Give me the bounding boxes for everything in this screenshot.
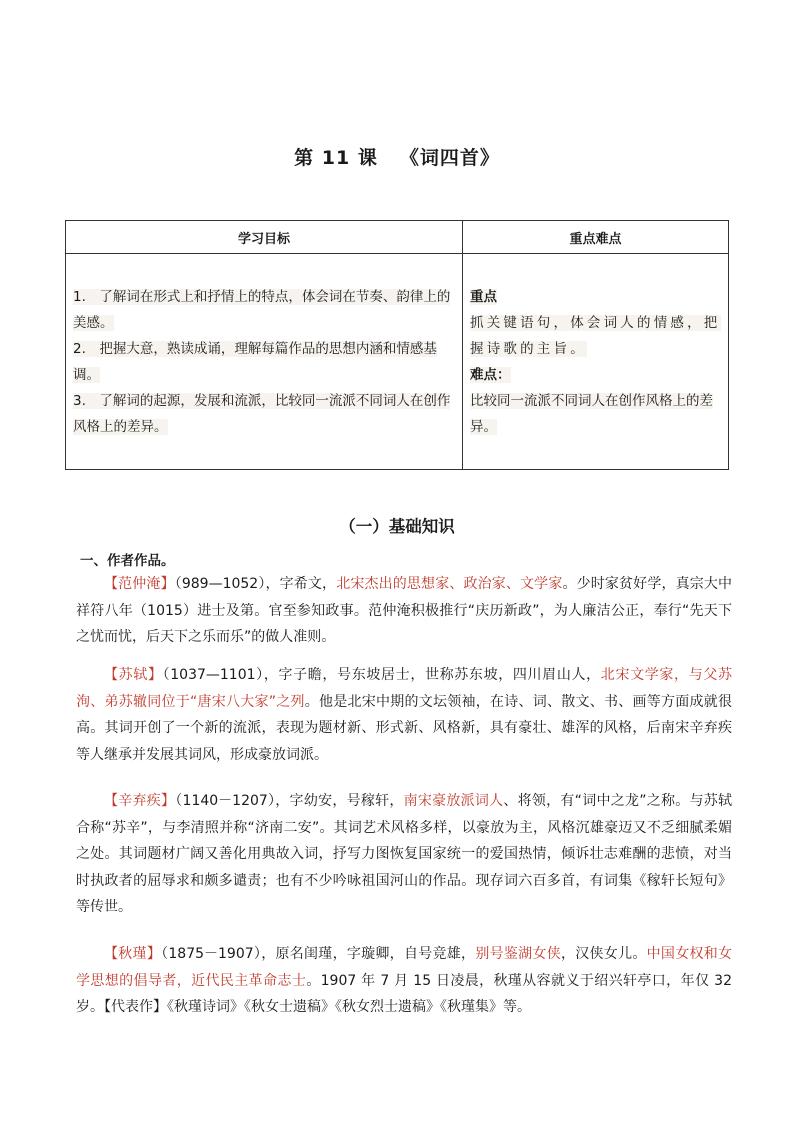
author-name: 【范仲淹】 [104, 576, 175, 592]
section-title: （一）基础知识 [339, 517, 455, 536]
header-key-points: 重点难点 [463, 221, 729, 254]
objectives-cell [66, 254, 463, 470]
section-subheading: 一、作者作品。 [80, 553, 175, 569]
header-objectives: 学习目标 [66, 221, 463, 254]
objective-1: 1. 了解词在形式上和抒情上的特点，体会词在节奏、韵律上的美感。 [73, 289, 451, 331]
objective-3: 3. 了解词的起源，发展和流派，比较同一流派不同词人在创作风格上的差异。 [73, 393, 451, 435]
objectives-table [65, 220, 729, 470]
key-points-cell [463, 254, 729, 470]
key-label: 重点 [470, 289, 497, 305]
key-text: 抓关键语句，体会词人的情感，把握诗歌的主旨。 [470, 315, 721, 357]
difficult-text: 比较同一流派不同词人在创作风格上的差异。 [470, 393, 713, 435]
author-name: 【秋瑾】 [104, 946, 162, 962]
author-name: 【苏轼】 [104, 667, 163, 683]
author-su-shi: 【苏轼】（1037—1101），字子瞻，号东坡居士，世称苏东坡，四川眉山人，北宋文学家，与父苏洵、弟苏辙同位于“唐宋八大家”之列。他是北宋中期的文坛领袖，在诗、词、散文、书、画等方面成就很高。其词开创了一个新的流派，表现为题材新、形式新、风格新，具有豪壮、雄浑的风格，后南宋辛弃疾等人继承并发展其词风，形成豪放词派。 [76, 667, 733, 763]
author-qiu-jin: 【秋瑾】（1875－1907），原名闺瑾，字璇卿，自号竞雄，别号鉴湖女侠，汉侠女儿。中国女权和女学思想的倡导者，近代民主革命志士。1907 年 7 月 15 日凌晨，秋瑾从容就义于绍兴轩亭口，年仅 32 岁。【代表作】《秋瑾诗词》《秋女士遗稿》《秋女烈士遗稿》《秋瑾集》等。 [76, 946, 733, 1015]
objective-2: 2. 把握大意，熟读成诵，理解每篇作品的思想内涵和情感基调。 [73, 341, 437, 383]
author-name: 【辛弃疾】 [104, 793, 176, 809]
difficult-label: 难点： [470, 367, 511, 383]
lesson-name: 《词四首》 [399, 147, 500, 169]
author-fan-zhongyan: 【范仲淹】（989—1052），字希文，北宋杰出的思想家、政治家、文学家。少时家贫好学，真宗大中祥符八年（1015）进士及第。官至参知政事。范仲淹积极推行“庆历新政”，为人廉洁公正，奉行“先天下之忧而忧，后天下之乐而乐”的做人准则。 [76, 576, 733, 645]
author-xin-qiji: 【辛弃疾】（1140－1207），字幼安，号稼轩，南宋豪放派词人、将领，有“词中之龙”之称。与苏轼合称“苏辛”，与李清照并称“济南二安”。其词艺术风格多样，以豪放为主，风格沉雄豪迈又不乏细腻柔媚之处。其词题材广阔又善化用典故入词，抒写力图恢复国家统一的爱国热情，倾诉壮志难酬的悲愤，对当时执政者的屈辱求和颇多谴责；也有不少吟咏祖国河山的作品。现存词六百多首，有词集《稼轩长短句》等传世。 [76, 793, 732, 915]
lesson-number: 第 11 课 [294, 147, 378, 169]
page-title [0, 143, 794, 170]
